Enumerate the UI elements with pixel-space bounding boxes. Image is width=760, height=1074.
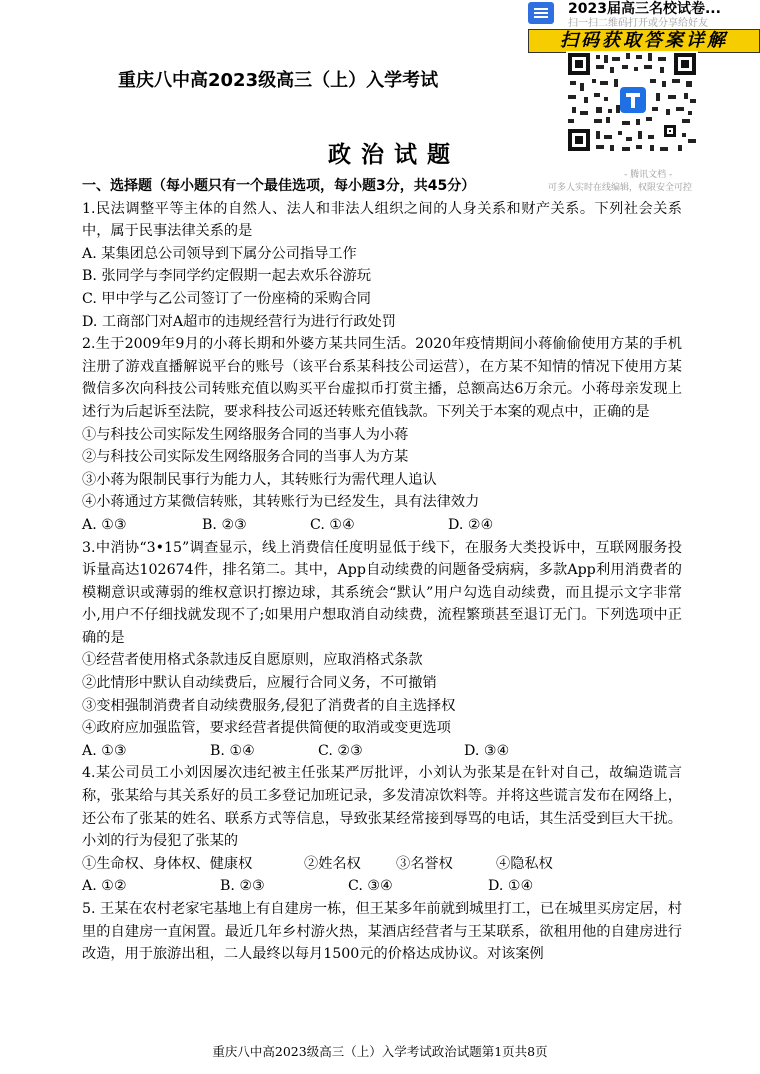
q2-options [82,514,682,537]
q5-stem: 5. 王某在农村老家宅基地上有自建房一栋，但王某多年前就到城里打工，已在城里买房定居，村里的自建房一直闲置。最近几年乡村游火热，某酒店经营者与王某联系，欲租用他的自建房进行改造，用于旅游出租，二人最终以每月1500元的价格达成协议。对该案例 [82,901,682,963]
qr-promo-block[interactable] [528,0,760,200]
q3-options [82,740,682,763]
q4-statement-4: ④隐私权 [496,855,553,872]
q1-stem: 1.民法调整平等主体的自然人、法人和非法人组织之间的人身关系和财产关系。下列社会关系中，属于民事法律关系的是 [82,200,682,240]
qr-caption-desc: 可多人实时在线编辑，权限安全可控 [548,183,693,193]
q2-option-b: B. ②③ [202,516,247,533]
q4-statement-3: ③名誉权 [396,855,453,872]
q4-statements [82,853,682,876]
q4-option-a: A. ①② [82,878,127,895]
q2-statement-1: ①与科技公司实际发生网络服务合同的当事人为小蒋 [82,426,409,443]
page-footer: 重庆八中高2023级高三（上）入学考试政治试题第1页共8页 [212,1044,548,1059]
q4-statement-2: ②姓名权 [304,855,361,872]
q3-option-c: C. ②③ [318,742,363,759]
q3-statement-3: ③变相强制消费者自动续费服务,侵犯了消费者的自主选择权 [82,697,456,714]
q2-stem: 2.生于2009年9月的小蒋长期和外婆方某共同生活。2020年疫情期间小蒋偷偷使用方某的手机注册了游戏直播解说平台的账号（该平台系某科技公司运营），在方某不知情的情况下使用方某微信多次向科技公司转账充值以购买平台虚拟币打赏主播，总额高达6万余元。小蒋母亲发现上述行为后起诉至法院，要求科技公司返还转账充值钱款。下列关于本案的观点中，正确的是 [82,336,682,420]
q2-option-c: C. ①④ [310,516,355,533]
tencent-docs-logo [620,87,646,113]
q1-option-a: A. 某集团总公司领导到下属分公司指导工作 [82,245,357,262]
q4-options [82,875,682,898]
q3-option-d: D. ③④ [464,742,510,759]
q3-statement-2: ②此情形中默认自动续费后，应履行合同义务，不可撤销 [82,675,437,692]
q4-option-d: D. ①④ [488,878,534,895]
q4-statement-1: ①生命权、身体权、健康权 [82,855,253,872]
q2-option-d: D. ②④ [448,516,494,533]
q3-statement-4: ④政府应加强监管，要求经营者提供简便的取消或变更选项 [82,720,451,737]
q4-option-b: B. ②③ [220,878,265,895]
q4-option-c: C. ③④ [348,878,393,895]
q2-option-a: A. ①③ [82,516,127,533]
q4-stem: 4.某公司员工小刘因屡次违纪被主任张某严厉批评，小刘认为张某是在针对自己，故编造谎言称，张某给与其关系好的员工多登记加班记录，多发清凉饮料等。并将这些谎言发布在网络上，还公布了张某的姓名、联系方式等信息，导致张某经常接到辱骂的电话，其生活受到巨大干扰。小刘的行为侵犯了张某的 [82,765,682,850]
question-content [82,175,682,966]
document-app-icon [528,2,554,24]
q2-statement-2: ②与科技公司实际发生网络服务合同的当事人为方某 [82,449,409,466]
q3-stem: 3.中消协“3•15”调查显示，线上消费信任度明显低于线下，在服务大类投诉中，互联网服务投诉量高达102674件，排名第二。其中，App自动续费的问题备受病病，多款App利用消费者的模糊意识或薄弱的维权意识打擦边球，其系统会“默认”用户勾选自动续费，而且提示文字非常小,用户不仔细找就发现不了;如果用户想取消自动续费，流程繁琐甚至退订无门。下列选项中正确的是 [82,539,682,646]
q1-option-c: C. 甲中学与乙公司签订了一份座椅的采购合同 [82,290,371,307]
subject-title-text: 政治试题 [328,142,460,168]
section-heading: 一、选择题（每小题只有一个最佳选项，每小题3分，共45分） [82,178,476,194]
answer-banner[interactable]: 扫码获取答案详解 [528,29,760,53]
q3-statement-1: ①经营者使用格式条款违反自愿原则，应取消格式条款 [82,652,423,669]
qr-caption-brand: - 腾讯文档 - [624,170,673,180]
q1-option-b: B. 张同学与李同学约定假期一起去欢乐谷游玩 [82,268,372,285]
q3-option-a: A. ①③ [82,742,127,759]
q2-statement-3: ③小蒋为限制民事行为能力人，其转账行为需代理人追认 [82,471,437,488]
q3-option-b: B. ①④ [210,742,255,759]
exam-title: 重庆八中高2023级高三（上）入学考试 [118,70,439,91]
promo-title: 2023届高三名校试卷... [568,1,721,17]
subject-title [0,136,760,169]
q1-option-d: D. 工商部门对A超市的违规经营行为进行行政处罚 [82,313,396,330]
q2-statement-4: ④小蒋通过方某微信转账，其转账行为已经发生，具有法律效力 [82,494,480,511]
promo-subtitle: 扫一扫二维码打开或分享给好友 [568,18,708,29]
